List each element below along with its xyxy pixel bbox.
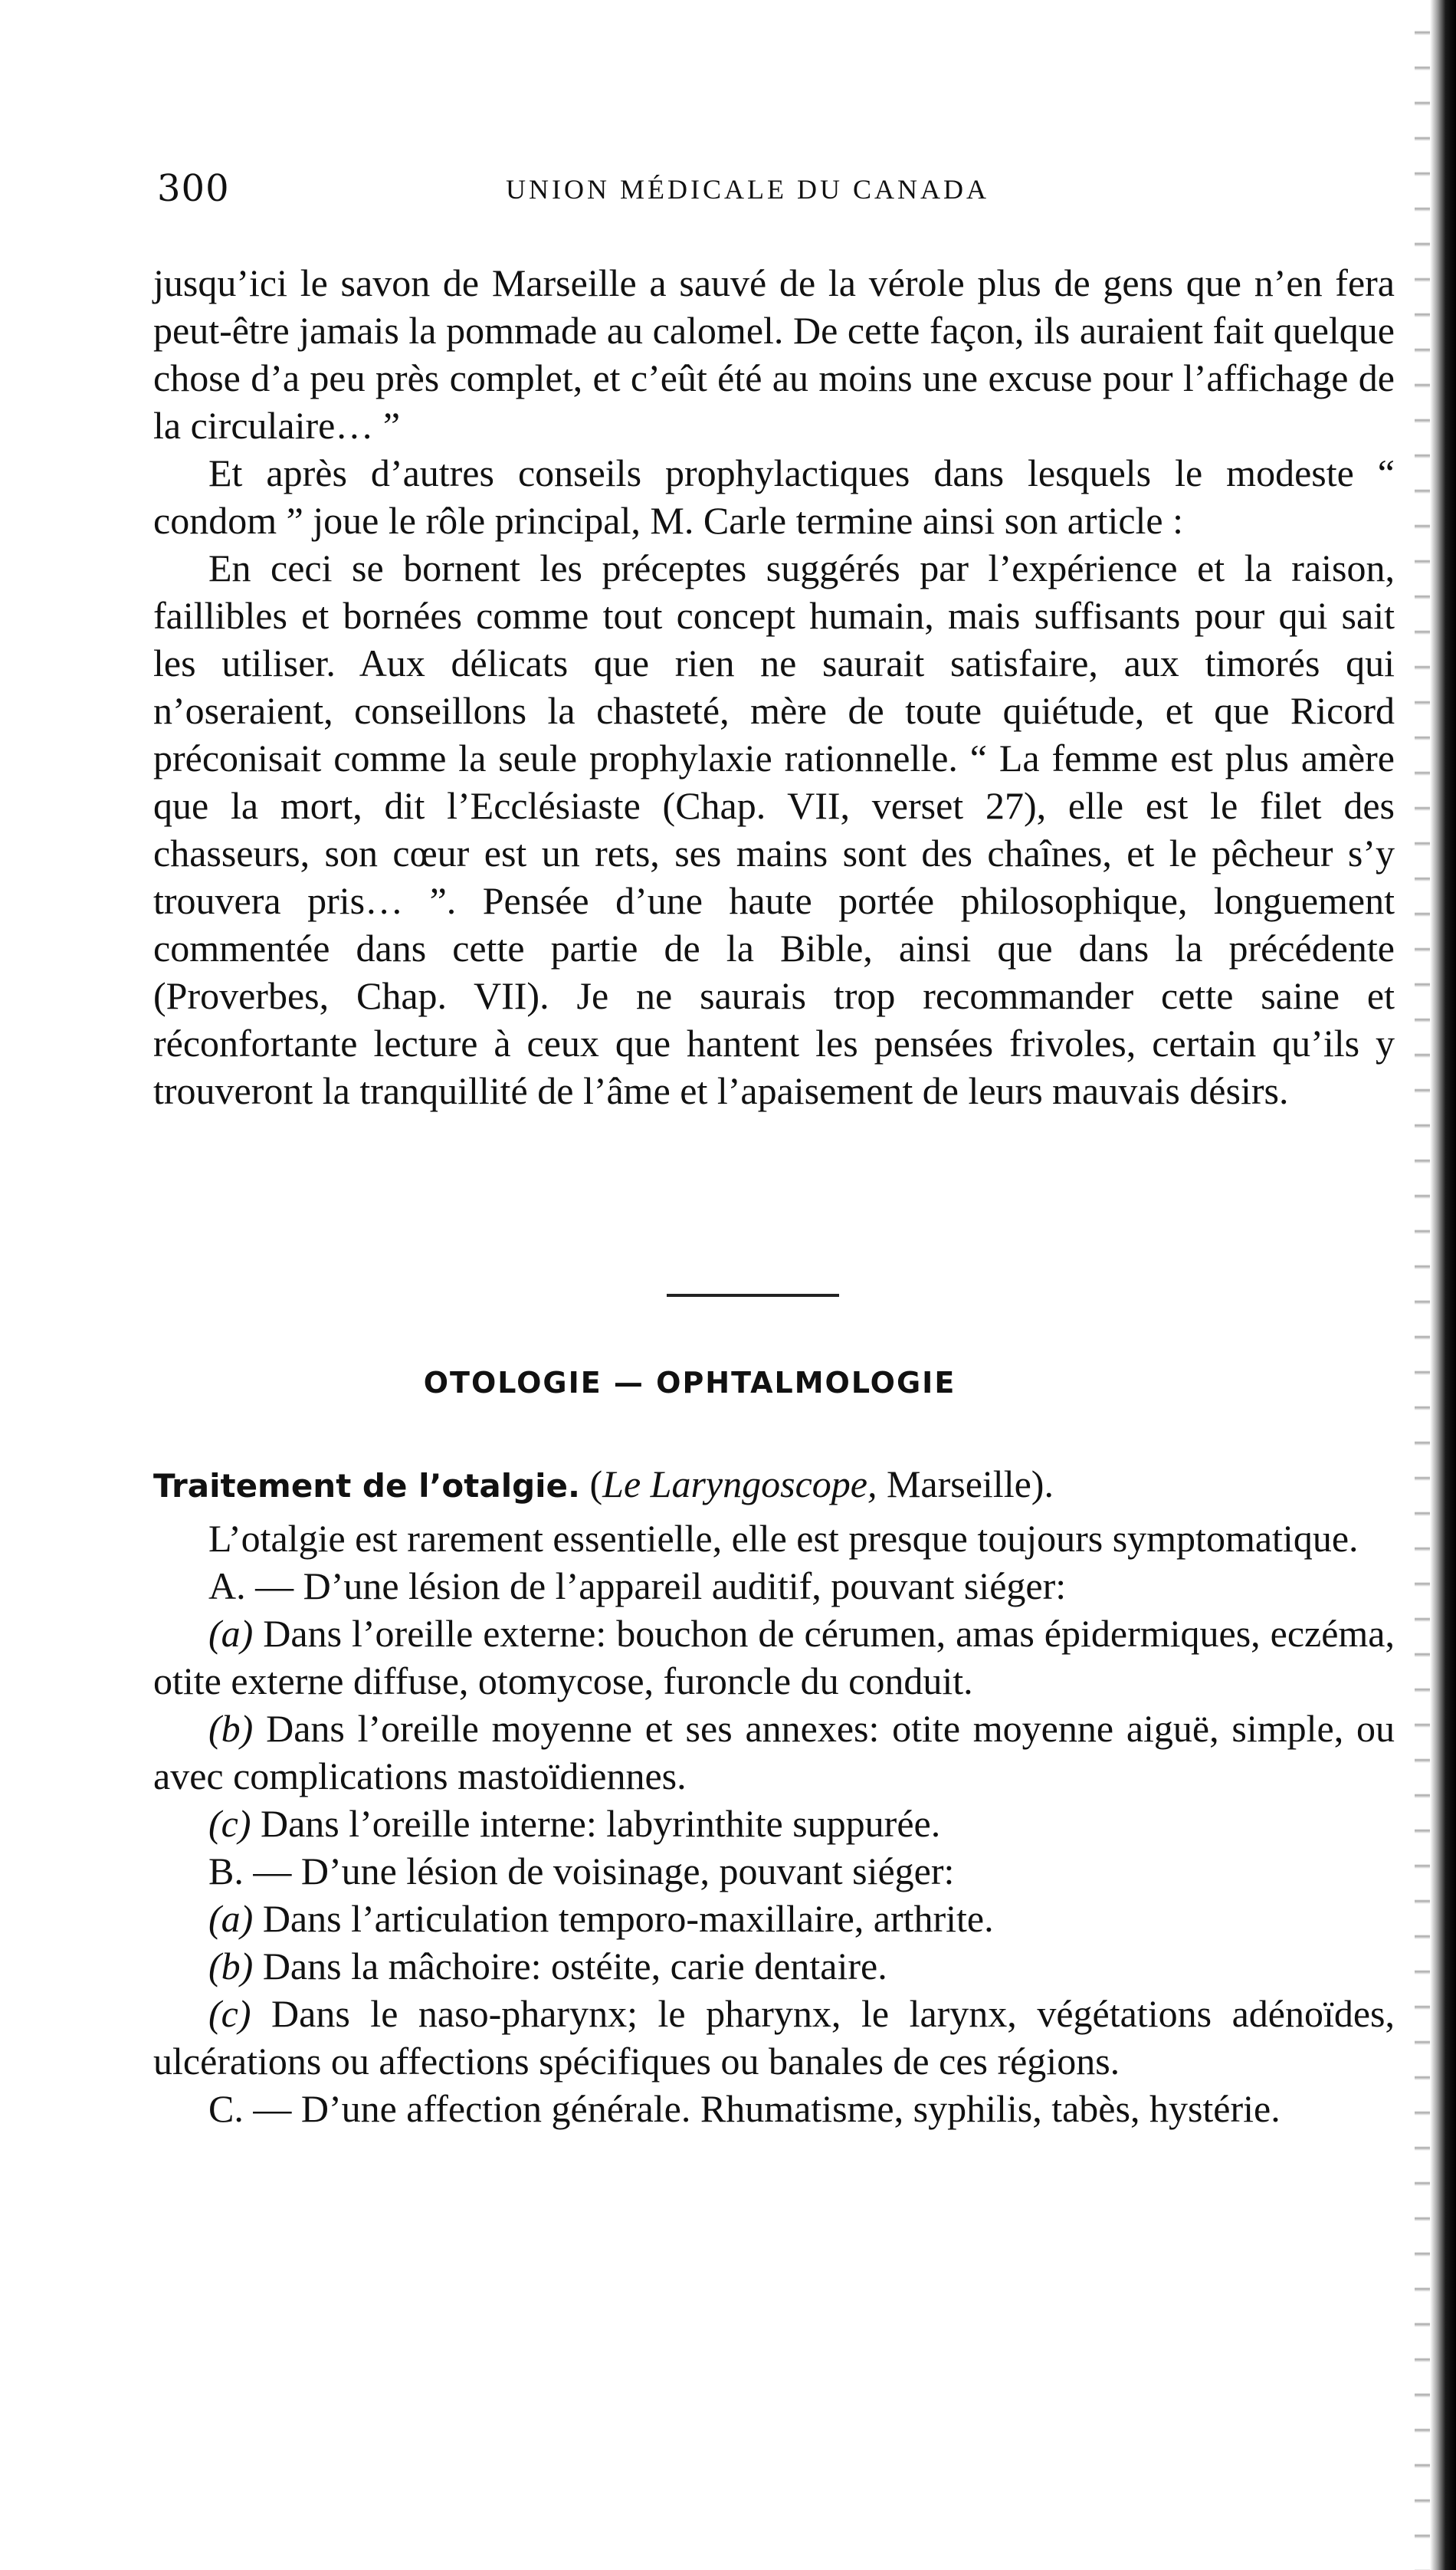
- paragraph: En ceci se bornent les préceptes suggérés par l’expérience et la raison, faillibles et bornées comme tout concept humain, mais suffisants pour qui sait les utiliser. Aux délicats que rien ne saurait satisfaire, aux timorés qui n’oseraient, conseillons la chasteté, mère de toute quiétude, et que Ricord préconisait comme la seule prophylaxie rationnelle. “ La femme est plus amère que la mort, dit l’Ecclésiaste (Chap. VII, verset 27), elle est le filet des chasseurs, son cœur est un rets, ses mains sont des chaînes, et le pêcheur s’y trouvera pris… ”. Pensée d’une haute portée philosophique, longuement commentée dans cette partie de la Bible, ainsi que dans la précédente (Proverbes, Chap. VII). Je ne saurais trop recommander cette saine et réconfortante lecture à ceux que hantent les pensées frivoles, certain qu’ils y trouveront la tranquillité de l’âme et l’apaisement de leurs mauvais désirs.: [153, 546, 1395, 1112]
- section-title: OTOLOGIE — OPHTALMOLOGIE: [423, 1366, 956, 1400]
- paragraph: jusqu’ici le savon de Marseille a sauvé de la vérole plus de gens que n’en fera peut-être jamais la pommade au calomel. De cette façon, ils auraient fait quelque chose d’a peu près complet, et c’eût été au moins une excuse pour l’affichage de la circulaire… ”: [153, 261, 1395, 447]
- category-a-heading: A. — D’une lésion de l’appareil auditif, pouvant siéger:: [208, 1564, 1067, 1607]
- paragraph: Et après d’autres conseils prophylactiques dans lesquels le modeste “ condom ” joue le rôle principal, M. Carle termine ainsi son article :: [153, 451, 1395, 542]
- category-c-heading: C. — D’une affection générale. Rhumatisme, syphilis, tabès, hystérie.: [208, 2087, 1281, 2130]
- intro-paragraph: L’otalgie est rarement essentielle, elle est presque toujours symptomatique.: [208, 1517, 1359, 1560]
- item-label: (c): [208, 1992, 251, 2035]
- list-item: [153, 1895, 1395, 1942]
- article-title: Traitement de l’otalgie.: [153, 1467, 580, 1505]
- list-item: [153, 1610, 1395, 1705]
- source-open: (: [589, 1462, 603, 1505]
- item-label: (b): [208, 1945, 254, 1987]
- list-item: [153, 1942, 1395, 1990]
- article: [153, 1460, 1395, 2132]
- list-item: [153, 1990, 1395, 2085]
- scan-shadow: [1415, 0, 1430, 2570]
- source-city: Marseille).: [877, 1462, 1054, 1505]
- item-text: Dans la mâchoire: ostéite, carie dentaire.: [253, 1945, 887, 1987]
- category-b-heading: B. — D’une lésion de voisinage, pouvant siéger:: [208, 1850, 955, 1892]
- item-text: Dans l’oreille interne: labyrinthite suppurée.: [251, 1802, 941, 1845]
- item-label: (a): [208, 1612, 254, 1655]
- list-item: [153, 1800, 1395, 1847]
- item-text: Dans le naso-pharynx; le pharynx, le larynx, végétations adénoïdes, ulcérations ou affections spécifiques ou banales de ces régions.: [153, 1992, 1395, 2083]
- item-text: Dans l’oreille moyenne et ses annexes: otite moyenne aiguë, simple, ou avec complications mastoïdiennes.: [153, 1707, 1395, 1797]
- item-label: (a): [208, 1897, 254, 1940]
- item-label: (c): [208, 1802, 251, 1845]
- running-head: [157, 167, 1291, 213]
- item-label: (b): [208, 1707, 254, 1750]
- page-number: 300: [157, 167, 230, 210]
- item-text: Dans l’oreille externe: bouchon de cérumen, amas épidermiques, eczéma, otite externe diffuse, otomycose, furoncle du conduit.: [153, 1612, 1395, 1702]
- source-journal: Le Laryngoscope,: [602, 1462, 877, 1505]
- list-item: [153, 1705, 1395, 1800]
- journal-title: UNION MÉDICALE DU CANADA: [506, 174, 989, 205]
- book-spine-edge: [1430, 0, 1456, 2570]
- item-text: Dans l’articulation temporo-maxillaire, arthrite.: [253, 1897, 994, 1940]
- previous-article-text: [153, 259, 1395, 1114]
- article-heading: [153, 1460, 1395, 1510]
- section-divider: [667, 1294, 839, 1297]
